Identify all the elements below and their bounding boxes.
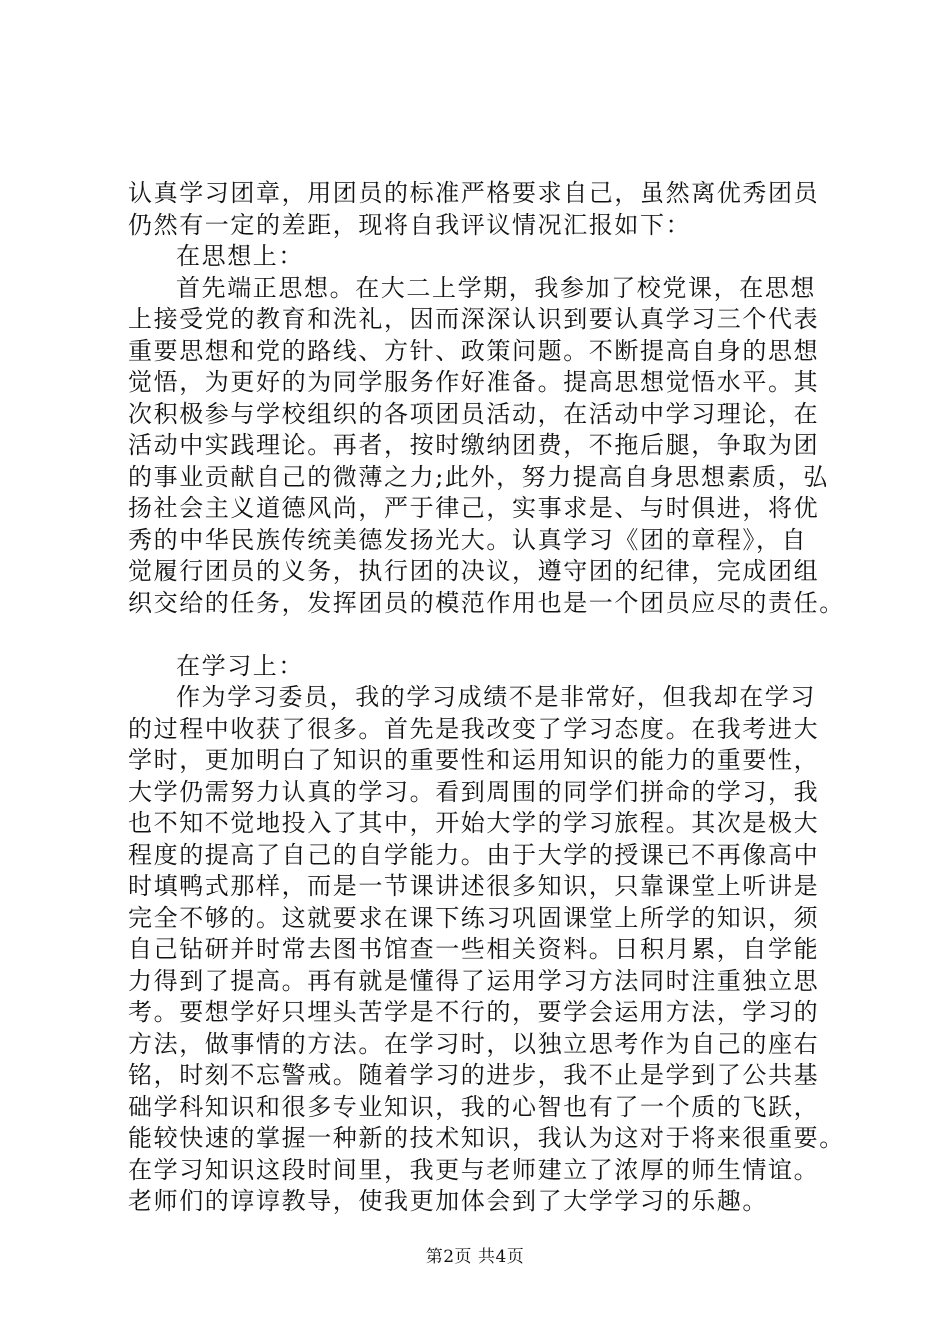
paragraph-line: 重要思想和党的路线、方针、政策问题。不断提高自身的思想	[128, 336, 820, 365]
paragraph-line: 觉悟，为更好的为同学服务作好准备。提高思想觉悟水平。其	[128, 368, 820, 396]
paragraph-line: 能较快速的掌握一种新的技术知识，我认为这对于将来很重要。	[128, 1124, 845, 1152]
section-heading-study: 在学习上：	[176, 651, 304, 680]
paragraph-line: 考。要想学好只埋头苦学是不行的，要学会运用方法，学习的	[128, 998, 820, 1026]
paragraph-line: 的事业贡献自己的微薄之力;此外，努力提高自身思想素质，弘	[128, 462, 829, 491]
paragraph-line: 也不知不觉地投入了其中，开始大学的学习旅程。其次是极大	[128, 809, 820, 837]
paragraph-line: 扬社会主义道德风尚，严于律己，实事求是、与时俱进，将优	[128, 494, 820, 522]
paragraph-line: 上接受党的教育和洗礼，因而深深认识到要认真学习三个代表	[128, 305, 820, 333]
section-heading-thought: 在思想上：	[176, 242, 304, 270]
paragraph-line: 大学仍需努力认真的学习。看到周围的同学们拼命的学习，我	[128, 777, 820, 806]
page-number-footer: 第2页 共4页	[425, 1247, 525, 1267]
document-body	[128, 178, 858, 1218]
paragraph-line: 完全不够的。这就要求在课下练习巩固课堂上所学的知识，须	[128, 903, 820, 932]
paragraph-line: 老师们的谆谆教导，使我更加体会到了大学学习的乐趣。	[128, 1187, 768, 1215]
intro-line: 认真学习团章，用团员的标准严格要求自己，虽然离优秀团员	[128, 179, 820, 207]
paragraph-line: 秀的中华民族传统美德发扬光大。认真学习《团的章程》，自	[128, 525, 808, 554]
paragraph-line: 自己钻研并时常去图书馆查一些相关资料。日积月累，自学能	[128, 935, 820, 963]
paragraph-line: 次积极参与学校组织的各项团员活动，在活动中学习理论，在	[128, 399, 820, 428]
paragraph-line: 的过程中收获了很多。首先是我改变了学习态度。在我考进大	[128, 714, 820, 743]
paragraph-line: 学时，更加明白了知识的重要性和运用知识的能力的重要性，	[128, 746, 820, 774]
paragraph-line: 方法，做事情的方法。在学习时，以独立思考作为自己的座右	[128, 1029, 820, 1058]
paragraph-line: 织交给的任务，发挥团员的模范作用也是一个团员应尽的责任。	[128, 588, 845, 617]
intro-line: 仍然有一定的差距，现将自我评议情况汇报如下：	[128, 210, 692, 239]
paragraph-line: 活动中实践理论。再者，按时缴纳团费，不拖后腿，争取为团	[128, 431, 820, 459]
paragraph-line: 程度的提高了自己的自学能力。由于大学的授课已不再像高中	[128, 840, 820, 869]
paragraph-line: 时填鸭式那样，而是一节课讲述很多知识，只靠课堂上听讲是	[128, 872, 820, 900]
paragraph-line: 力得到了提高。再有就是懂得了运用学习方法同时注重独立思	[128, 966, 820, 995]
paragraph-line: 觉履行团员的义务，执行团的决议，遵守团的纪律，完成团组	[128, 557, 820, 585]
blank-line	[128, 619, 858, 651]
paragraph-line: 础学科知识和很多专业知识，我的心智也有了一个质的飞跃，	[128, 1092, 820, 1121]
paragraph-line: 铭，时刻不忘警戒。随着学习的进步，我不止是学到了公共基	[128, 1061, 820, 1089]
paragraph-line: 首先端正思想。在大二上学期，我参加了校党课，在思想	[176, 273, 816, 302]
paragraph-line: 作为学习委员，我的学习成绩不是非常好，但我却在学习	[176, 683, 816, 711]
paragraph-line: 在学习知识这段时间里，我更与老师建立了浓厚的师生情谊。	[128, 1155, 820, 1184]
